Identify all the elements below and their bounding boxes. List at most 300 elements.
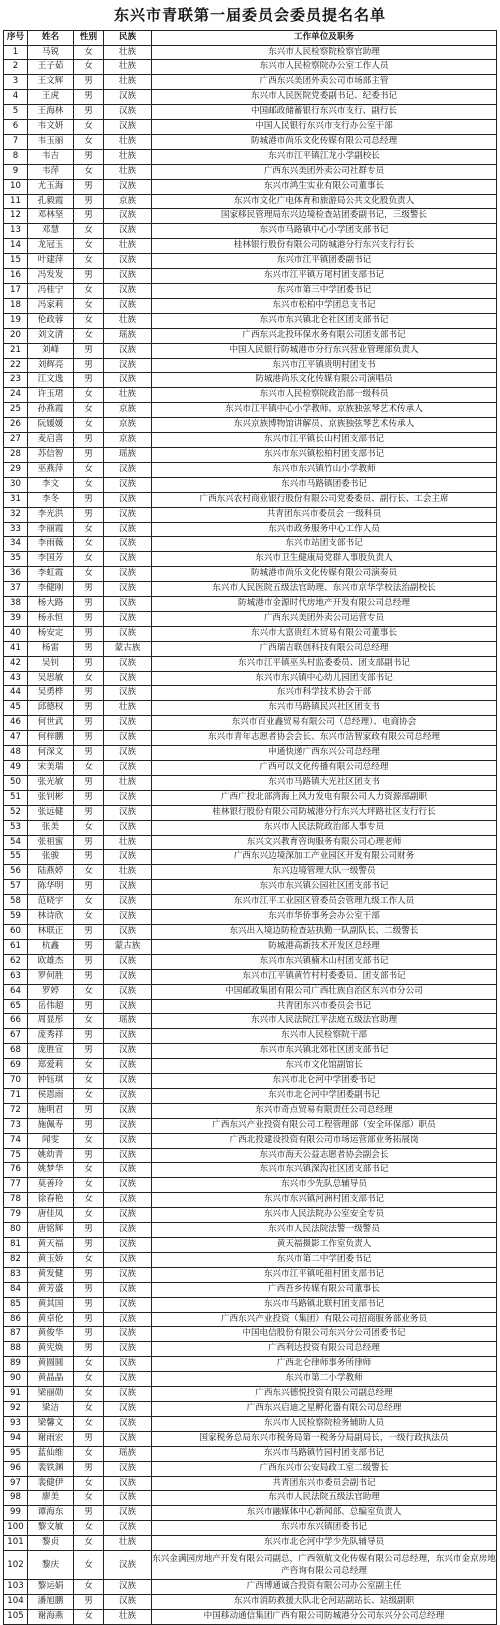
cell-name: 龙冠玉 (28, 239, 74, 254)
cell-unit: 申通快递广西东兴公司总经理 (152, 746, 497, 761)
cell-name: 苏信智 (28, 447, 74, 462)
table-row (4, 1536, 497, 1551)
table-row (4, 1327, 497, 1342)
cell-ethnicity: 汉族 (104, 1372, 152, 1387)
cell-no: 49 (4, 761, 28, 776)
cell-sex: 女 (74, 865, 104, 880)
cell-ethnicity: 汉族 (104, 1476, 152, 1491)
cell-name: 黄卓伦 (28, 1312, 74, 1327)
cell-name: 叶建萍 (28, 254, 74, 269)
cell-unit: 广西北投建设投资有限公司市场运营部业务拓展岗 (152, 1133, 497, 1148)
cell-ethnicity: 汉族 (104, 1551, 152, 1580)
cell-unit: 桂林银行股份有限公司防城港分行东兴支行行长 (152, 239, 497, 254)
table-row (4, 254, 497, 269)
cell-ethnicity: 汉族 (104, 1297, 152, 1312)
table-row (4, 835, 497, 850)
table-row (4, 149, 497, 164)
cell-ethnicity: 汉族 (104, 716, 152, 731)
cell-unit: 广西吾乡传媒有限公司董事长 (152, 1282, 497, 1297)
table-row (4, 984, 497, 999)
cell-no: 71 (4, 1088, 28, 1103)
cell-ethnicity: 壮族 (104, 134, 152, 149)
cell-sex: 男 (74, 924, 104, 939)
table-row (4, 447, 497, 462)
cell-unit: 广西可以文化传播有限公司总经理 (152, 761, 497, 776)
cell-unit: 东兴市马路镇民兴社区团支书 (152, 701, 497, 716)
cell-sex: 男 (74, 492, 104, 507)
cell-no: 43 (4, 671, 28, 686)
cell-no: 100 (4, 1521, 28, 1536)
cell-ethnicity: 汉族 (104, 477, 152, 492)
cell-no: 103 (4, 1579, 28, 1594)
cell-name: 陆燕婷 (28, 865, 74, 880)
table-row (4, 641, 497, 656)
cell-unit: 中国邮政集团有限公司广西壮族自治区东兴市分公司 (152, 984, 497, 999)
cell-sex: 男 (74, 433, 104, 448)
cell-unit: 广西东兴美团外卖公司市场部主管 (152, 75, 497, 90)
cell-sex: 女 (74, 298, 104, 313)
cell-name: 张远健 (28, 805, 74, 820)
cell-unit: 广西东兴德悦投资有限公司副总经理 (152, 1387, 497, 1402)
cell-ethnicity: 壮族 (104, 388, 152, 403)
cell-name: 刘峰 (28, 343, 74, 358)
cell-no: 5 (4, 105, 28, 120)
cell-sex: 男 (74, 1312, 104, 1327)
cell-unit: 东兴市第三中学团委书记 (152, 284, 497, 299)
cell-name: 闻雯 (28, 1133, 74, 1148)
cell-ethnicity: 汉族 (104, 1088, 152, 1103)
table-row (4, 1044, 497, 1059)
cell-sex: 男 (74, 1506, 104, 1521)
cell-ethnicity: 汉族 (104, 597, 152, 612)
cell-name: 许玉珺 (28, 388, 74, 403)
cell-sex: 男 (74, 1282, 104, 1297)
cell-ethnicity: 汉族 (104, 1506, 152, 1521)
cell-ethnicity: 汉族 (104, 999, 152, 1014)
table-row (4, 1193, 497, 1208)
table-row (4, 1372, 497, 1387)
cell-sex: 女 (74, 1252, 104, 1267)
cell-sex: 女 (74, 45, 104, 60)
cell-no: 84 (4, 1282, 28, 1297)
cell-no: 97 (4, 1476, 28, 1491)
cell-sex: 男 (74, 790, 104, 805)
cell-ethnicity: 汉族 (104, 1148, 152, 1163)
cell-no: 105 (4, 1609, 28, 1624)
cell-sex: 男 (74, 716, 104, 731)
cell-unit: 东兴市马路镇竹园村团支部书记 (152, 1446, 497, 1461)
cell-unit: 东兴市人民法院办公室安全专员 (152, 1208, 497, 1223)
cell-unit: 东兴市人民检察院政治部一级科员 (152, 388, 497, 403)
cell-unit: 东兴市东兴镇北仑社区团支部书记 (152, 313, 497, 328)
cell-name: 罗何胜 (28, 969, 74, 984)
cell-ethnicity: 汉族 (104, 298, 152, 313)
table-row (4, 552, 497, 567)
cell-sex: 女 (74, 1059, 104, 1074)
cell-sex: 男 (74, 1118, 104, 1133)
cell-unit: 东兴市人民检察院办公室工作人员 (152, 60, 497, 75)
cell-no: 31 (4, 492, 28, 507)
cell-sex: 女 (74, 522, 104, 537)
cell-unit: 东兴京族博物馆讲解员、京族独弦琴艺术传承人 (152, 418, 497, 433)
cell-sex: 女 (74, 552, 104, 567)
cell-ethnicity: 壮族 (104, 835, 152, 850)
table-row (4, 1103, 497, 1118)
cell-no: 70 (4, 1074, 28, 1089)
table-row (4, 179, 497, 194)
cell-unit: 东兴市人民检察院检察官助理 (152, 45, 497, 60)
cell-sex: 女 (74, 1521, 104, 1536)
cell-sex: 女 (74, 1074, 104, 1089)
cell-name: 宋美瑞 (28, 761, 74, 776)
table-row (4, 1506, 497, 1521)
cell-ethnicity: 京族 (104, 433, 152, 448)
cell-sex: 女 (74, 984, 104, 999)
cell-sex: 男 (74, 582, 104, 597)
table-row (4, 582, 497, 597)
cell-name: 吴思敏 (28, 671, 74, 686)
cell-sex: 女 (74, 120, 104, 135)
cell-name: 姚幼青 (28, 1148, 74, 1163)
cell-name: 何梓鹏 (28, 731, 74, 746)
table-row (4, 224, 497, 239)
cell-sex: 男 (74, 775, 104, 790)
table-row (4, 1133, 497, 1148)
cell-unit: 国家移民管理局东兴边境检查站团委副书记，三级警长 (152, 209, 497, 224)
cell-ethnicity: 京族 (104, 403, 152, 418)
cell-ethnicity: 汉族 (104, 984, 152, 999)
table-row (4, 611, 497, 626)
cell-name: 黎贞 (28, 1536, 74, 1551)
cell-name: 王虎 (28, 90, 74, 105)
table-row (4, 1312, 497, 1327)
cell-sex: 女 (74, 1163, 104, 1178)
cell-no: 64 (4, 984, 28, 999)
table-row (4, 850, 497, 865)
cell-no: 42 (4, 656, 28, 671)
cell-name: 麦启喜 (28, 433, 74, 448)
cell-ethnicity: 汉族 (104, 224, 152, 239)
cell-sex: 男 (74, 1238, 104, 1253)
table-row (4, 1594, 497, 1609)
cell-sex: 男 (74, 1223, 104, 1238)
cell-no: 75 (4, 1148, 28, 1163)
cell-name: 姚梦华 (28, 1163, 74, 1178)
cell-no: 46 (4, 716, 28, 731)
cell-name: 钟钰琪 (28, 1074, 74, 1089)
cell-ethnicity: 瑶族 (104, 328, 152, 343)
table-row (4, 716, 497, 731)
table-row (4, 924, 497, 939)
cell-ethnicity: 壮族 (104, 149, 152, 164)
cell-no: 22 (4, 358, 28, 373)
cell-sex: 女 (74, 328, 104, 343)
cell-no: 99 (4, 1506, 28, 1521)
table-row (4, 373, 497, 388)
cell-ethnicity: 瑶族 (104, 1446, 152, 1461)
cell-no: 36 (4, 567, 28, 582)
table-row (4, 1059, 497, 1074)
cell-ethnicity: 汉族 (104, 1387, 152, 1402)
cell-no: 68 (4, 1044, 28, 1059)
cell-ethnicity: 汉族 (104, 1416, 152, 1431)
cell-ethnicity: 汉族 (104, 731, 152, 746)
cell-no: 4 (4, 90, 28, 105)
table-row (4, 239, 497, 254)
cell-name: 施佩寿 (28, 1118, 74, 1133)
cell-unit: 东兴市江平镇万尾村团支部书记 (152, 269, 497, 284)
cell-ethnicity: 汉族 (104, 507, 152, 522)
cell-unit: 桂林银行股份有限公司防城港分行东兴大坪路社区支行行长 (152, 805, 497, 820)
table-row (4, 1282, 497, 1297)
table-row (4, 775, 497, 790)
cell-unit: 中国邮政储蓄银行东兴市支行、副行长 (152, 105, 497, 120)
table-row (4, 462, 497, 477)
cell-name: 李国芳 (28, 552, 74, 567)
cell-no: 50 (4, 775, 28, 790)
cell-name: 黎文敏 (28, 1521, 74, 1536)
cell-unit: 广西瑞吉联创科技有限公司总经理 (152, 641, 497, 656)
cell-unit: 广西东兴农村商业银行股份有限公司党委委员、副行长、工会主席 (152, 492, 497, 507)
cell-sex: 女 (74, 537, 104, 552)
table-row (4, 790, 497, 805)
cell-sex: 男 (74, 805, 104, 820)
table-row (4, 284, 497, 299)
cell-no: 98 (4, 1491, 28, 1506)
cell-unit: 东兴市江平镇团委副书记 (152, 254, 497, 269)
cell-ethnicity: 京族 (104, 418, 152, 433)
cell-name: 陈华明 (28, 880, 74, 895)
cell-ethnicity: 汉族 (104, 254, 152, 269)
table-row (4, 1148, 497, 1163)
table-row (4, 805, 497, 820)
cell-ethnicity: 汉族 (104, 1342, 152, 1357)
cell-no: 80 (4, 1223, 28, 1238)
cell-no: 82 (4, 1252, 28, 1267)
cell-unit: 东兴市东兴镇松柏村团支部书记 (152, 447, 497, 462)
cell-unit: 共青团东兴市委员会副书记 (152, 1476, 497, 1491)
cell-unit: 东兴市江平工业园区管委员会管理九级工作人员 (152, 895, 497, 910)
cell-sex: 男 (74, 1461, 104, 1476)
cell-name: 徐春艳 (28, 1193, 74, 1208)
cell-no: 58 (4, 895, 28, 910)
cell-no: 81 (4, 1238, 28, 1253)
cell-sex: 男 (74, 105, 104, 120)
table-row (4, 1163, 497, 1178)
cell-name: 唐铭辉 (28, 1223, 74, 1238)
cell-no: 94 (4, 1431, 28, 1446)
table-row (4, 1401, 497, 1416)
cell-name: 张祖蜜 (28, 835, 74, 850)
table-row (4, 999, 497, 1014)
cell-unit: 中国人民银行东兴市支行办公室干部 (152, 120, 497, 135)
cell-unit: 共青团东兴市委员会书记 (152, 999, 497, 1014)
cell-name: 黄俊华 (28, 1327, 74, 1342)
table-row (4, 567, 497, 582)
table-row (4, 954, 497, 969)
cell-unit: 东兴市第二小学教师 (152, 1372, 497, 1387)
cell-name: 杨安定 (28, 626, 74, 641)
cell-unit: 中国电信股份有限公司东兴分公司团委书记 (152, 1327, 497, 1342)
cell-no: 67 (4, 1029, 28, 1044)
cell-name: 韦萍 (28, 164, 74, 179)
cell-name: 庞胜宣 (28, 1044, 74, 1059)
cell-name: 伦政蓉 (28, 313, 74, 328)
header-name: 姓名 (28, 31, 74, 46)
cell-unit: 广西东兴产业投资（集团）有限公司招商服务部业务员 (152, 1312, 497, 1327)
table-row (4, 731, 497, 746)
table-row (4, 1416, 497, 1431)
cell-ethnicity: 蒙古族 (104, 641, 152, 656)
table-row (4, 45, 497, 60)
cell-unit: 广西东兴产业投资有限公司工程管理部（安全环保部）职员 (152, 1118, 497, 1133)
cell-name: 岳伟超 (28, 999, 74, 1014)
cell-name: 刘文清 (28, 328, 74, 343)
cell-name: 王子茹 (28, 60, 74, 75)
cell-unit: 防城港市金源时代房地产开发有限公司总经理 (152, 597, 497, 612)
cell-sex: 女 (74, 164, 104, 179)
cell-no: 7 (4, 134, 28, 149)
cell-unit: 东兴市北仑河中学少先队辅导员 (152, 1536, 497, 1551)
cell-name: 黄发健 (28, 1267, 74, 1282)
cell-name: 梁洁 (28, 1401, 74, 1416)
table-row (4, 1267, 497, 1282)
table-row (4, 1476, 497, 1491)
cell-unit: 东兴市东兴镇北郊社区团支部书记 (152, 1044, 497, 1059)
table-row (4, 1387, 497, 1402)
cell-no: 9 (4, 164, 28, 179)
cell-ethnicity: 汉族 (104, 105, 152, 120)
cell-no: 45 (4, 701, 28, 716)
cell-name: 杨大路 (28, 597, 74, 612)
cell-unit: 东兴市东兴镇竹山小学教师 (152, 462, 497, 477)
cell-ethnicity: 汉族 (104, 462, 152, 477)
cell-no: 41 (4, 641, 28, 656)
cell-name: 李冬 (28, 492, 74, 507)
table-row (4, 880, 497, 895)
cell-unit: 东兴市江平镇巫头村监委委员、团支部副书记 (152, 656, 497, 671)
cell-name: 冯桂宁 (28, 284, 74, 299)
cell-no: 24 (4, 388, 28, 403)
cell-name: 吴钊 (28, 656, 74, 671)
cell-sex: 男 (74, 1431, 104, 1446)
table-row (4, 865, 497, 880)
cell-ethnicity: 汉族 (104, 1461, 152, 1476)
table-row (4, 1238, 497, 1253)
cell-ethnicity: 壮族 (104, 313, 152, 328)
cell-unit: 东兴市人民法院法警一级警员 (152, 1223, 497, 1238)
cell-no: 59 (4, 910, 28, 925)
cell-ethnicity: 瑶族 (104, 447, 152, 462)
cell-ethnicity: 汉族 (104, 1431, 152, 1446)
table-row (4, 895, 497, 910)
cell-no: 12 (4, 209, 28, 224)
cell-name: 庞秀祥 (28, 1029, 74, 1044)
cell-unit: 东兴市第二中学团委书记 (152, 1252, 497, 1267)
cell-name: 尤玉海 (28, 179, 74, 194)
cell-name: 周显彤 (28, 1014, 74, 1029)
table-row (4, 269, 497, 284)
cell-no: 56 (4, 865, 28, 880)
cell-unit: 东兴市文化广电体育和旅游局公共文化股负责人 (152, 194, 497, 209)
cell-ethnicity: 汉族 (104, 671, 152, 686)
cell-no: 69 (4, 1059, 28, 1074)
cell-sex: 女 (74, 418, 104, 433)
cell-ethnicity: 汉族 (104, 1118, 152, 1133)
table-row (4, 1579, 497, 1594)
cell-sex: 男 (74, 507, 104, 522)
cell-no: 76 (4, 1163, 28, 1178)
cell-ethnicity: 壮族 (104, 1609, 152, 1624)
cell-no: 88 (4, 1342, 28, 1357)
cell-ethnicity: 汉族 (104, 1103, 152, 1118)
cell-name: 廖美 (28, 1491, 74, 1506)
cell-no: 90 (4, 1372, 28, 1387)
cell-no: 29 (4, 462, 28, 477)
cell-name: 唐佳凤 (28, 1208, 74, 1223)
table-row (4, 537, 497, 552)
cell-no: 39 (4, 611, 28, 626)
cell-no: 48 (4, 746, 28, 761)
document-title: 东兴市青联第一届委员会委员提名名单 (113, 6, 386, 24)
cell-unit: 广西北仑律师事务所律师 (152, 1357, 497, 1372)
cell-no: 95 (4, 1446, 28, 1461)
cell-unit: 东兴市华侨事务会办公室干部 (152, 910, 497, 925)
cell-ethnicity: 汉族 (104, 805, 152, 820)
table-row (4, 1029, 497, 1044)
table-row (4, 60, 497, 75)
cell-ethnicity: 汉族 (104, 582, 152, 597)
cell-unit: 东兴市科学技术协会干部 (152, 686, 497, 701)
cell-unit: 广西东兴美团外卖公司运营专员 (152, 611, 497, 626)
cell-ethnicity: 汉族 (104, 820, 152, 835)
cell-name: 杨雷 (28, 641, 74, 656)
cell-no: 6 (4, 120, 28, 135)
cell-ethnicity: 汉族 (104, 179, 152, 194)
cell-sex: 女 (74, 134, 104, 149)
cell-name: 谭海东 (28, 1506, 74, 1521)
cell-unit: 东兴市东兴镇公园社区团支部书记 (152, 880, 497, 895)
cell-ethnicity: 汉族 (104, 1521, 152, 1536)
cell-ethnicity: 汉族 (104, 522, 152, 537)
cell-sex: 女 (74, 820, 104, 835)
cell-unit: 东兴市站团支部书记 (152, 537, 497, 552)
table-row (4, 507, 497, 522)
cell-no: 15 (4, 254, 28, 269)
cell-sex: 男 (74, 90, 104, 105)
cell-unit: 东兴市人民法院五级法官助理 (152, 1491, 497, 1506)
cell-ethnicity: 汉族 (104, 924, 152, 939)
table-header-row (4, 31, 497, 46)
cell-name: 冯家莉 (28, 298, 74, 313)
cell-unit: 中国移动通信集团广西有限公司防城港分公司东兴分公司总经理 (152, 1609, 497, 1624)
cell-ethnicity: 壮族 (104, 701, 152, 716)
cell-no: 60 (4, 924, 28, 939)
table-row (4, 522, 497, 537)
cell-sex: 男 (74, 209, 104, 224)
table-row (4, 939, 497, 954)
table-row (4, 418, 497, 433)
cell-sex: 女 (74, 895, 104, 910)
cell-ethnicity: 汉族 (104, 90, 152, 105)
cell-no: 16 (4, 269, 28, 284)
cell-sex: 女 (74, 462, 104, 477)
cell-ethnicity: 汉族 (104, 1327, 152, 1342)
cell-no: 54 (4, 835, 28, 850)
cell-sex: 女 (74, 1476, 104, 1491)
cell-sex: 男 (74, 746, 104, 761)
cell-unit: 东兴市江平镇长山村团支部书记 (152, 433, 497, 448)
